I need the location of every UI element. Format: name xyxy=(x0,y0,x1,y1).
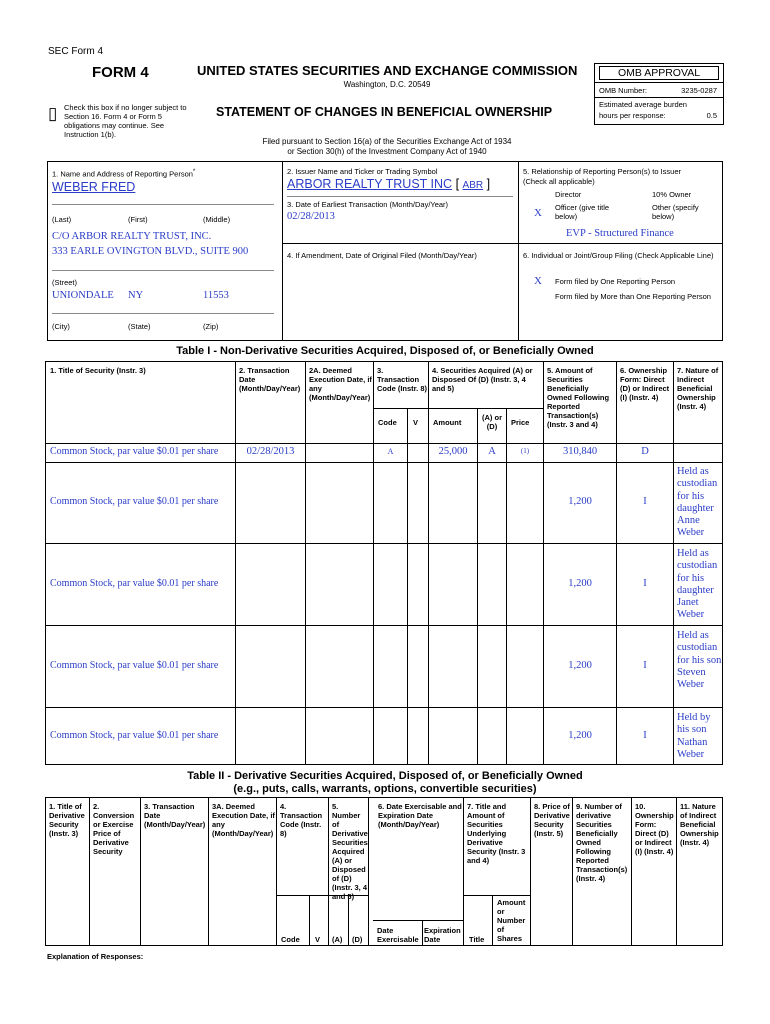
explanation-of-responses: Explanation of Responses: xyxy=(47,952,144,961)
table-row-form: I xyxy=(643,730,647,741)
table-row-form: I xyxy=(643,578,647,589)
table-row-nature: Held as custodian for his daughter Janet Weber xyxy=(677,548,718,621)
omb-hours-label: hours per response: xyxy=(599,111,666,120)
t1-sub-price: Price xyxy=(511,418,530,427)
one-person-label: Form filed by One Reporting Person xyxy=(555,277,676,286)
t2-col-code: 4. Transaction Code (Instr. 8) xyxy=(280,802,323,838)
issuer-name[interactable]: ARBOR REALTY TRUST INC xyxy=(287,177,453,191)
t2-sub-title: Title xyxy=(469,935,485,944)
table-row-nature: Held as custodian for his daughter Anne Weber xyxy=(677,466,718,539)
zip-label: (Zip) xyxy=(203,322,219,331)
table-row-title: Common Stock, par value $0.01 per share xyxy=(50,496,219,507)
director-label: Director xyxy=(555,190,582,199)
t2-col-exercisable: 6. Date Exercisable and Expiration Date (Month/Day/Year) xyxy=(378,802,462,829)
city-value: UNIONDALE xyxy=(52,290,114,301)
reporting-person-name[interactable]: WEBER FRED xyxy=(52,180,136,194)
checkbox-icon[interactable]: ▯ xyxy=(48,104,58,123)
checkbox-note: Check this box if no longer subject to Section 16. Form 4 or Form 5 obligations may continue. See Instruction 1(b). xyxy=(64,103,187,139)
form-title: FORM 4 xyxy=(92,64,149,81)
table-row-date: 02/28/2013 xyxy=(246,446,295,457)
t1-col-acquired: 4. Securities Acquired (A) or Disposed Of (D) (Instr. 3, 4 and 5) xyxy=(432,366,533,393)
ten-percent-label: 10% Owner xyxy=(652,190,692,199)
relationship-sublabel: (Check all applicable) xyxy=(523,177,595,186)
table-row-owned: 1,200 xyxy=(568,578,592,589)
table-row-code: A xyxy=(387,447,394,456)
table-row-title: Common Stock, par value $0.01 per share xyxy=(50,446,219,457)
t1-sub-aord: (A) or (D) xyxy=(482,413,502,431)
table-row-nature: Held by his son Nathan Weber xyxy=(677,712,711,760)
state-value: NY xyxy=(128,290,144,301)
t2-sub-date-exercisable: Date Exercisable xyxy=(377,926,419,944)
statement-title: STATEMENT OF CHANGES IN BENEFICIAL OWNERSHIP xyxy=(216,105,553,119)
t1-col-date: 2. Transaction Date (Month/Day/Year) xyxy=(239,366,301,393)
omb-hours-value: 0.5 xyxy=(706,111,717,120)
t2-sub-code: Code xyxy=(281,935,300,944)
t2-col-deemed: 3A. Deemed Execution Date, if any (Month/Day/Year) xyxy=(212,802,275,838)
table-row-title: Common Stock, par value $0.01 per share xyxy=(50,660,219,671)
last-label: (Last) xyxy=(52,215,72,224)
reporting-person-label: 1. Name and Address of Reporting Person* xyxy=(52,168,196,179)
issuer-label: 2. Issuer Name and Ticker or Trading Symbol xyxy=(287,167,438,176)
earliest-transaction-label: 3. Date of Earliest Transaction (Month/Day/Year) xyxy=(287,200,449,209)
t1-col-code: 3. Transaction Code (Instr. 8) xyxy=(377,366,428,393)
table2-subtitle: (e.g., puts, calls, warrants, options, convertible securities) xyxy=(233,783,537,795)
omb-title: OMB APPROVAL xyxy=(599,66,719,80)
table-row-amount: 25,000 xyxy=(438,446,468,457)
t1-sub-code: Code xyxy=(378,418,397,427)
t1-col-nature: 7. Nature of Indirect Beneficial Ownership (Instr. 4) xyxy=(677,366,719,411)
t1-col-form: 6. Ownership Form: Direct (D) or Indirect (I) (Instr. 4) xyxy=(620,366,670,402)
table-row-nature: Held as custodian for his son Steven Weber xyxy=(677,630,722,691)
address-line-2: 333 EARLE OVINGTON BLVD., SUITE 900 xyxy=(52,246,249,257)
t2-sub-expiration: Expiration Date xyxy=(424,926,461,944)
t1-sub-amount: Amount xyxy=(433,418,462,427)
middle-label: (Middle) xyxy=(203,215,231,224)
t2-col-derivative-owned: 9. Number of derivative Securities Beneficially Owned Following Reported Transaction(s) (Instr. 4) xyxy=(576,802,628,883)
street-label: (Street) xyxy=(52,278,78,287)
omb-burden-label: Estimated average burden xyxy=(599,100,687,109)
t2-col-price: 8. Price of Derivative Security (Instr. 5) xyxy=(534,802,570,838)
t2-sub-d: (D) xyxy=(352,935,363,944)
one-person-checkmark[interactable]: X xyxy=(534,275,542,287)
t2-col-number: 5. Number of Derivative Securities Acquired (A) or Disposed of (D) (Instr. 3, 4 and 5) xyxy=(332,802,368,901)
filing-label: 6. Individual or Joint/Group Filing (Check Applicable Line) xyxy=(523,251,714,260)
table-row-owned: 1,200 xyxy=(568,496,592,507)
table-row-title: Common Stock, par value $0.01 per share xyxy=(50,578,219,589)
t2-sub-v: V xyxy=(315,935,321,944)
t1-col-owned: 5. Amount of Securities Beneficially Owned Following Reported Transaction(s) (Instr. 3 and 4) xyxy=(547,366,610,429)
t2-col-date: 3. Transaction Date (Month/Day/Year) xyxy=(144,802,206,829)
table2-title: Table II - Derivative Securities Acquired, Disposed of, or Beneficially Owned xyxy=(187,770,583,782)
table-row-form: I xyxy=(643,496,647,507)
t2-col-form: 10. Ownership Form: Direct (D) or Indirect (I) (Instr. 4) xyxy=(635,802,674,856)
address-line-1: C/O ARBOR REALTY TRUST, INC. xyxy=(52,231,212,242)
filed-pursuant-2: or Section 30(h) of the Investment Company Act of 1940 xyxy=(287,147,487,156)
t1-col-title: 1. Title of Security (Instr. 3) xyxy=(50,366,146,375)
table-row-owned: 1,200 xyxy=(568,660,592,671)
table-row-owned: 310,840 xyxy=(562,446,598,457)
more-persons-label: Form filed by More than One Reporting Person xyxy=(555,292,711,301)
t1-sub-v: V xyxy=(413,418,419,427)
sec-form-label: SEC Form 4 xyxy=(48,46,104,57)
issuer-ticker[interactable]: ABR xyxy=(462,180,484,191)
commission-title: UNITED STATES SECURITIES AND EXCHANGE COMMISSION xyxy=(197,63,578,78)
t2-sub-amount-shares: Amount or Number of Shares xyxy=(497,898,526,943)
officer-checkmark[interactable]: X xyxy=(534,207,542,219)
city-label: (City) xyxy=(52,322,70,331)
table-row-price: (1) xyxy=(520,447,530,455)
omb-number-value: 3235-0287 xyxy=(681,86,717,95)
officer-label: Officer (give title below) xyxy=(555,203,610,221)
table-row-form: I xyxy=(643,660,647,671)
t2-col-conversion: 2. Conversion or Exercise Price of Derivative Security xyxy=(93,802,135,856)
table-row-owned: 1,200 xyxy=(568,730,592,741)
t2-col-nature: 11. Nature of Indirect Beneficial Ownership (Instr. 4) xyxy=(680,802,719,847)
state-label: (State) xyxy=(128,322,151,331)
earliest-transaction-date: 02/28/2013 xyxy=(287,211,335,222)
filed-pursuant-1: Filed pursuant to Section 16(a) of the Securities Exchange Act of 1934 xyxy=(262,137,512,146)
first-label: (First) xyxy=(128,215,148,224)
officer-title: EVP - Structured Finance xyxy=(566,228,674,239)
t2-col-underlying: 7. Title and Amount of Securities Underlying Derivative Security (Instr. 3 and 4) xyxy=(467,802,526,865)
commission-location: Washington, D.C. 20549 xyxy=(343,80,431,89)
amendment-label: 4. If Amendment, Date of Original Filed (Month/Day/Year) xyxy=(287,251,477,260)
other-label: Other (specify below) xyxy=(652,203,699,221)
table1-title: Table I - Non-Derivative Securities Acquired, Disposed of, or Beneficially Owned xyxy=(176,345,594,357)
t1-col-deemed: 2A. Deemed Execution Date, if any (Month/Day/Year) xyxy=(309,366,372,402)
table-row-aord: A xyxy=(488,446,496,457)
issuer-name-line: ARBOR REALTY TRUST INC [ ABR ] xyxy=(287,177,491,191)
table-row-form: D xyxy=(641,446,649,457)
omb-box xyxy=(594,63,724,125)
t2-sub-a: (A) xyxy=(332,935,343,944)
t2-col-title: 1. Title of Derivative Security (Instr. 3) xyxy=(49,802,85,838)
omb-number-label: OMB Number: xyxy=(599,86,647,95)
table-row-title: Common Stock, par value $0.01 per share xyxy=(50,730,219,741)
zip-value: 11553 xyxy=(203,290,229,301)
relationship-label: 5. Relationship of Reporting Person(s) to Issuer xyxy=(523,167,681,176)
